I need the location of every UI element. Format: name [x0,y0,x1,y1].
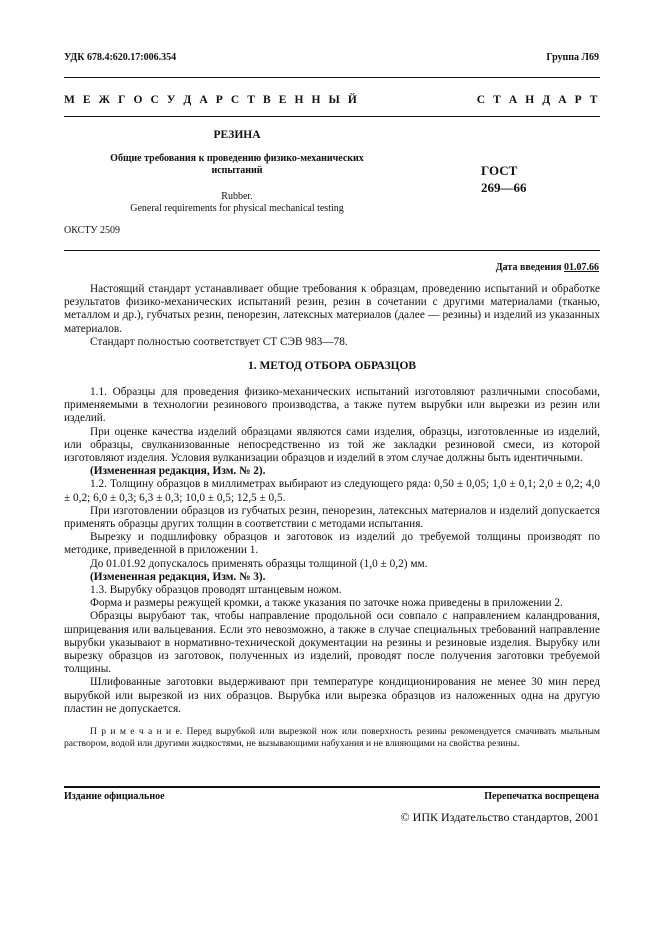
okstu-code: ОКСТУ 2509 [64,225,121,236]
clause-1-1: 1.1. Образцы для проведения физико-механических испытаний изготовляют различными способами, применяемыми в технологии резинового производства, а также путем вырубки или вырезки из резин или изделий. [64,386,600,425]
clause-1-3-knife: Форма и размеры режущей кромки, а также указания по заточке ножа приведены в приложении 2. [90,597,563,610]
clause-1-3-conditioning: Шлифованные заготовки выдерживают при температуре кондиционирования не менее 30 мин перед вырубкой или вырезкой из них образцов. Вырубка или вырезка образцов из наложенных одна на другую пластин не допускается. [64,676,600,715]
clause-1-2: 1.2. Толщину образцов в миллиметрах выбирают из следующего ряда: 0,50 ± 0,05; 1,0 ± 0,1; 2,0 ± 0,2; 4,0 ± 0,2; 6,0 ± 0,3; 6,3 ± 0,3; 10,0 ± 0,5; 12,5 ± 0,5. [64,478,600,504]
gost-number: 269—66 [481,180,527,195]
amendment-note-3: (Измененная редакция, Изм. № 3). [90,570,266,583]
reprint-prohibited: Перепечатка воспрещена [484,791,599,802]
intro-paragraph: Настоящий стандарт устанавливает общие требования к образцам, проведению испытаний и обработке результатов физико-механических испытаний резин, резин в сочетании с другими материалами (тканью, металлом и др.), губчатых резин, пенорезин, латексных материалов (далее — резины) и изделий из указанных материалов. [64,283,600,335]
banner-bottom-rule [64,116,600,117]
footer-rule [64,786,600,788]
amendment-note-2: (Измененная редакция, Изм. № 2). [90,465,266,478]
section-heading: 1. МЕТОД ОТБОРА ОБРАЗЦОВ [247,360,417,373]
gost-label: ГОСТ [481,163,518,178]
document-body [64,283,600,749]
note-block: П р и м е ч а н и е. Перед вырубкой или вырезкой нож или поверхность резины рекомендуется смачивать мыльным раствором, водой или другими жидкостями, не вызывающими набухания и не влияющими на свойства резины. [64,726,600,749]
banner-top-rule [64,77,600,78]
clause-1-2-cutting: Вырезку и подшлифовку образцов и заготовок из изделий до требуемой толщины производят по методике, приведенной в приложении 1. [64,531,600,557]
official-edition: Издание официальное [64,791,165,802]
banner-standard: С Т А Н Д А Р Т [476,94,600,106]
introduction-date: Дата введения 01.07.66 [495,262,599,273]
clause-1-3: 1.3. Вырубку образцов проводят штанцевым ножом. [90,584,342,597]
group-code: Группа Л69 [546,52,599,63]
clause-1-2-legacy: До 01.01.92 допускалось применять образцы толщиной (1,0 ± 0,2) мм. [90,557,428,570]
udk-code: УДК 678.4:620.17:006.354 [64,52,177,63]
copyright: © ИПК Издательство стандартов, 2001 [400,810,599,824]
clause-1-2-sponge: При изготовлении образцов из губчатых резин, пенорезин, латексных материалов и изделий допускается применять образцы других толщин в соответствии с методами испытания. [64,504,600,531]
clause-1-1-quality: При оценке качества изделий образцами являются сами изделия, образцы, изготовленные из изделий, или образцы, свулканизованные непосредственно из той же закладки резиновой смеси, из которой изготовляют изделия. Условия вулканизации образцов и изделий в этом случае должны быть идентичными. [64,425,600,465]
clause-1-3-direction: Образцы вырубают так, чтобы направление продольной оси совпало с направлением каландрования, шприцевания или вальцевания. Если это невозможно, а также в случае специальных требований направление вырубки указывают в нормативно-технической документации на резины и резиновые изделия. Вырубку или вырезку образцов из заготовок, полученных из изделий, проводят после получения заготовки требуемой толщины. [64,610,600,676]
document-subtitle: Общие требования к проведению физико-механических испытаний [110,153,364,176]
document-title: РЕЗИНА [213,129,261,141]
intro-compliance: Стандарт полностью соответствует СТ СЭВ 983—78. [90,335,348,348]
banner-interstate: М Е Ж Г О С У Д А Р С Т В Е Н Н Ы Й [64,94,360,106]
english-title: Rubber. General requirements for physical mechanical testing [130,191,344,214]
title-block-rule [64,250,600,251]
